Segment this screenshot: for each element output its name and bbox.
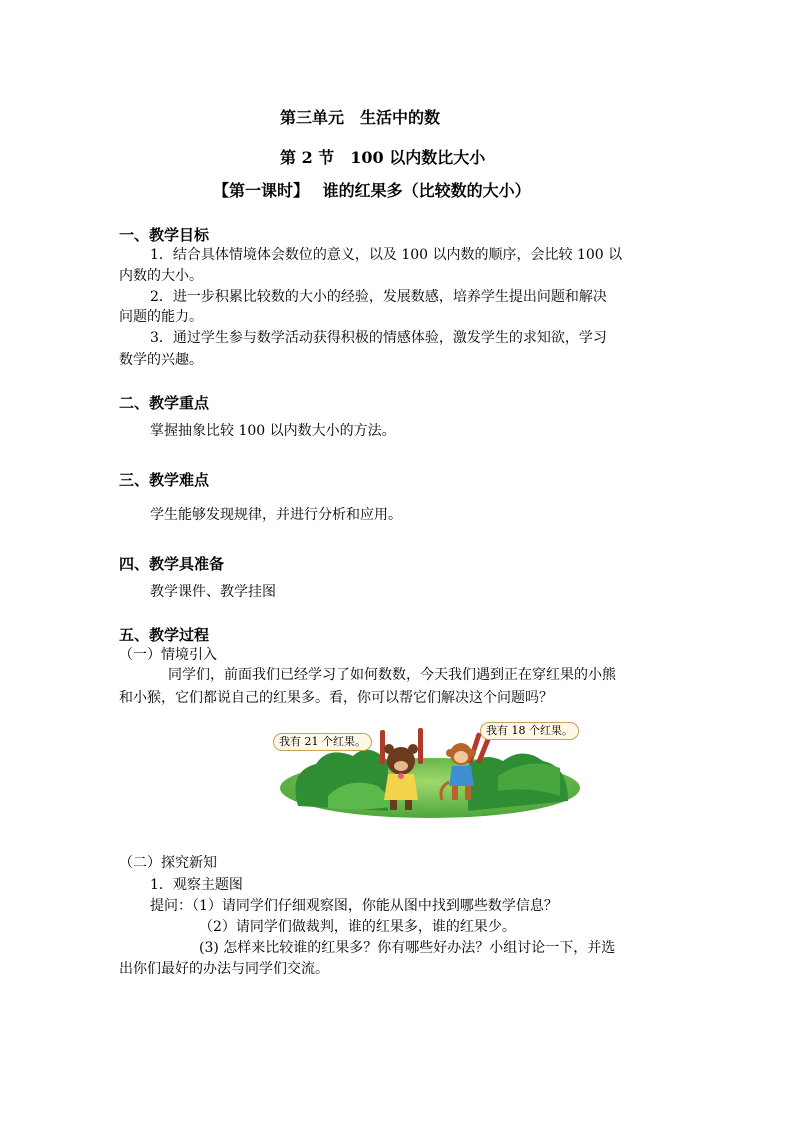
objective-1-line-2: 内数的大小。 <box>119 268 203 284</box>
part-1-line-2: 和小猴，它们都说自己的红果多。看，你可以帮它们解决这个问题吗？ <box>119 690 553 706</box>
monkey-speech-bubble: 我有 18 个红果。 <box>480 722 579 740</box>
materials-heading: 四、教学具准备 <box>119 555 225 573</box>
materials-text: 教学课件、教学挂图 <box>150 584 276 600</box>
objective-1-line-1: 1．结合具体情境体会数位的意义，以及 100 以内数的顺序，会比较 100 以 <box>150 247 623 263</box>
question-3-line-2: 出你们最好的办法与同学们交流。 <box>119 961 329 977</box>
question-1: 提问：（1）请同学们仔细观察图，你能从图中找到哪些数学信息？ <box>150 898 558 914</box>
difficulty-text: 学生能够发现规律，并进行分析和应用。 <box>150 507 402 523</box>
part-1-title: （一）情境引入 <box>119 647 217 663</box>
bear-speech-bubble: 我有 21 个红果。 <box>273 733 372 751</box>
section-title: 第 2 节 100 以内数比大小 <box>280 148 486 167</box>
key-point-heading: 二、教学重点 <box>119 394 210 412</box>
process-heading: 五、教学过程 <box>119 626 210 644</box>
lesson-title: 【第一课时】 谁的红果多（比较数的大小） <box>213 181 531 200</box>
part-1-line-1: 同学们，前面我们已经学习了如何数数，今天我们遇到正在穿红果的小熊 <box>168 667 616 683</box>
question-2: （2）请同学们做裁判，谁的红果多，谁的红果少。 <box>199 919 516 935</box>
objective-3-line-1: 3．通过学生参与数学活动获得积极的情感体验，激发学生的求知欲，学习 <box>150 330 607 346</box>
objective-2-line-2: 问题的能力。 <box>119 309 203 325</box>
question-3-line-1: (3) 怎样来比较谁的红果多？你有哪些好办法？小组讨论一下，并选 <box>199 940 616 956</box>
unit-title: 第三单元 生活中的数 <box>280 108 441 127</box>
objective-2-line-1: 2．进一步积累比较数的大小的经验，发展数感，培养学生提出问题和解决 <box>150 289 607 305</box>
difficulty-heading: 三、教学难点 <box>119 471 210 489</box>
part-2-title: （二）探究新知 <box>119 855 217 871</box>
key-point-text: 掌握抽象比较 100 以内数大小的方法。 <box>150 423 396 439</box>
objectives-heading: 一、教学目标 <box>119 226 210 244</box>
step-1-title: 1．观察主题图 <box>150 877 243 893</box>
objective-3-line-2: 数学的兴趣。 <box>119 352 203 368</box>
